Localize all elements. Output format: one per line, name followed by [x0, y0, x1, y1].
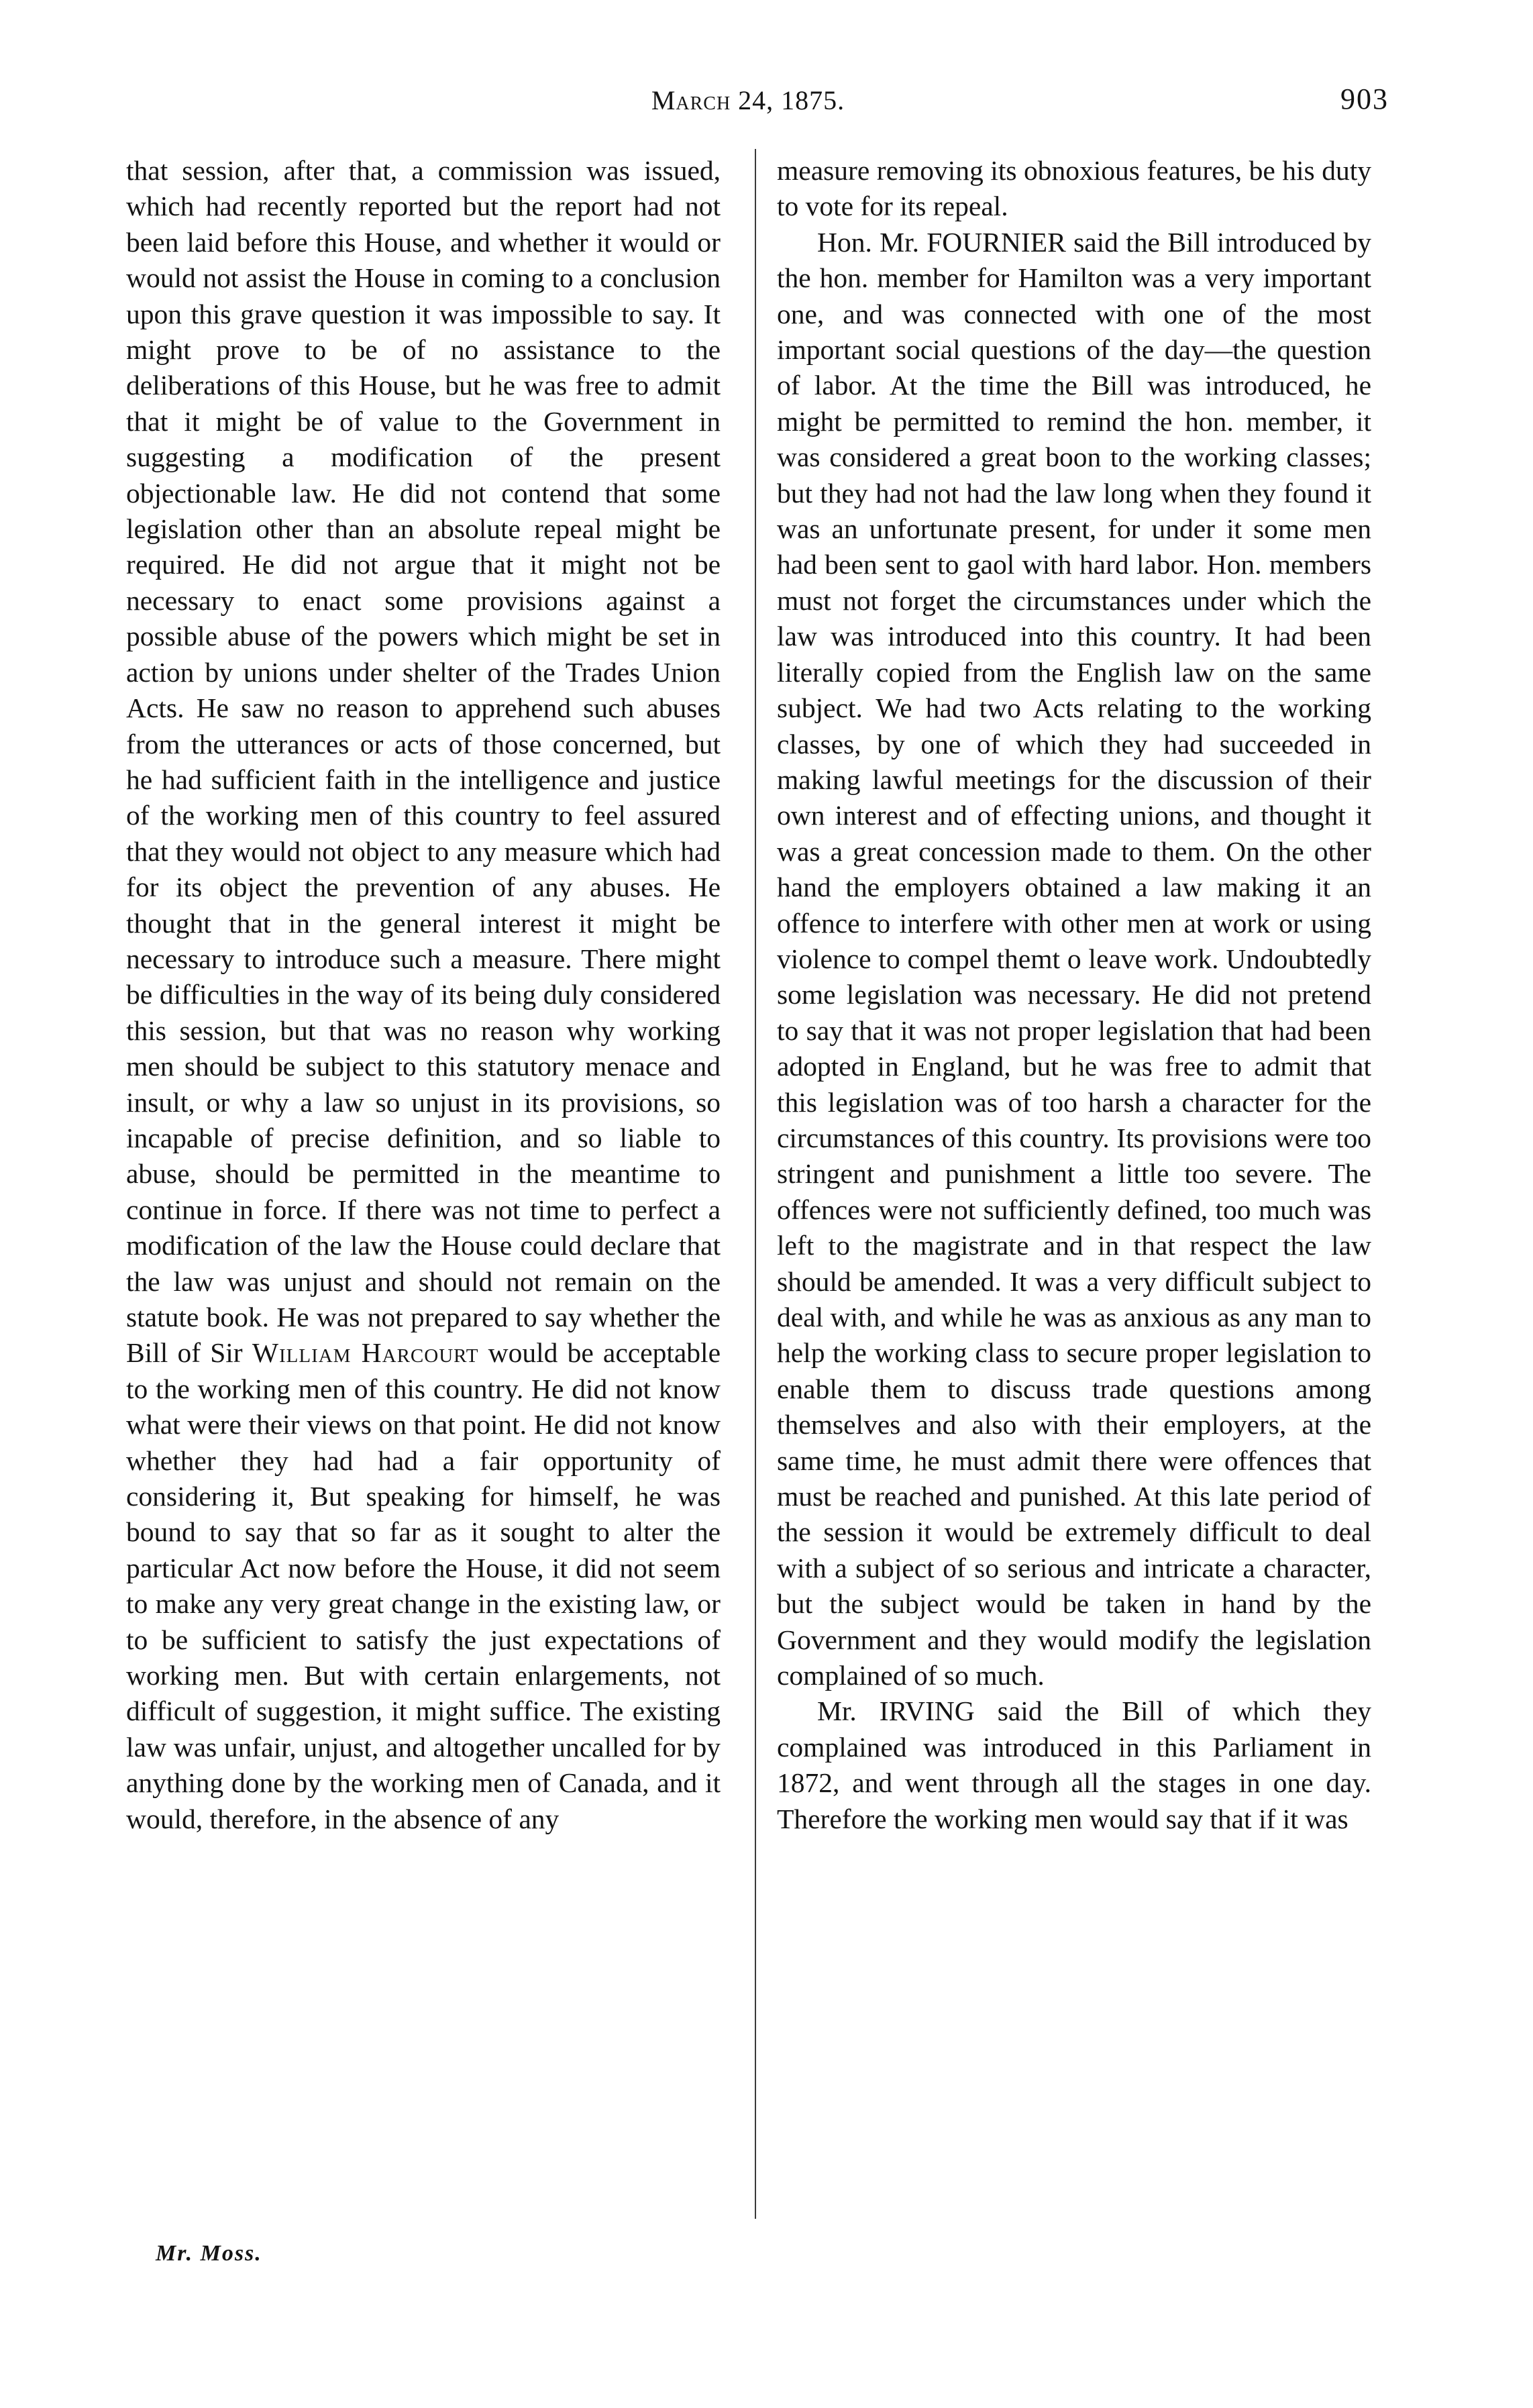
left-column — [126, 153, 721, 1837]
running-title: March 24, 1875. — [651, 85, 845, 115]
page-number: 903 — [1340, 83, 1389, 115]
left-paragraph-continuation: would be acceptable to the working men of this country. He did not know what were their views on that point. He did not know whether they had had a fair opportunity of considering it, But speaking for himself, he was bound to say that so far as it sought to alter the particular Act now before the House, it did not seem to make any very great change in the existing law, or to be sufficient to satisfy the just expectations of working men. But with certain enlargements, not difficult of suggestion, it might suffice. The existing law was unfair, unjust, and altogether uncalled for by anything done by the working men of Canada, and it would, therefore, in the absence of any — [126, 1337, 721, 1834]
right-column — [777, 153, 1371, 1837]
left-paragraph — [126, 153, 721, 1837]
speaker-name: Hon. Mr. FOURNIER — [817, 226, 1066, 258]
speech-text: said the Bill of which they complained was introduced in this Parliament in 1872, and went through all the stages in one day. Therefore the working men would say that if it was — [777, 1695, 1372, 1834]
speaker-name: Mr. IRVING — [817, 1695, 975, 1727]
left-paragraph-text: that session, after that, a commission was issued, which had recently reported but the report had not been laid before this House, and whether it would or would not assist the House in coming to a conclusion upon this grave question it was impossible to say. It might prove to be of no assistance to the deliberations of this House, but he was free to admit that it might be of value to the Government in suggesting a modification of the present objectionable law. He did not contend that some legislation other than an absolute repeal might be required. He did not argue that it might not be necessary to enact some provisions against a possible abuse of the powers which might be set in action by unions under shelter of the Trades Union Acts. He saw no reason to apprehend such abuses from the utterances or acts of those concerned, but he had sufficient faith in the intelligence and justice of the working men of this country to feel assured that they would not object to any measure which had for its object the prevention of any abuses. He thought that in the general interest it might be necessary to introduce such a measure. There might be difficulties in the way of its being duly considered this session, but that was no reason why working men should be subject to this statutory menace and insult, or why a law so unjust in its provisions, so incapable of precise definition, and so liable to abuse, should be permitted in the meantime to continue in force. If there was not time to perfect a modification of the law the House could declare that the law was unjust and should not remain on the statute book. He was not prepared to say whether the Bill of Sir — [126, 155, 721, 1369]
right-paragraph-1: measure removing its obnoxious features, be his duty to vote for its repeal. — [777, 155, 1371, 222]
right-paragraph-3 — [777, 1693, 1371, 1837]
speech-text: said the Bill introduced by the hon. member for Hamilton was a very important one, and was connected with one of the most important social questions of the day—the question of labor. At the time the Bill was introduced, he might be permitted to remind the hon. member, it was considered a great boon to the working classes; but they had not had the law long when they found it was an unfortunate present, for under it some men had been sent to gaol with hard labor. Hon. members must not forget the circumstances under which the law was introduced into this country. It had been literally copied from the English law on the same subject. We had two Acts relating to the working classes, by one of which they had succeeded in making lawful meetings for the discussion of their own interest and of effecting unions, and thought it was a great concession made to them. On the other hand the employers obtained a law making it an offence to interfere with other men at work or using violence to compel themt o leave work. Undoubtedly some legislation was necessary. He did not pretend to say that it was not proper legislation that had been adopted in England, but he was free to admit that this legislation was of too harsh a character for the circumstances of this country. Its provisions were too stringent and punishment a little too severe. The offences were not sufficiently defined, too much was left to the magistrate and in that respect the law should be amended. It was a very difficult subject to deal with, and while he was as anxious as any man to help the working class to secure proper legislation to enable them to discuss trade questions among themselves and also with their employers, at the same time, he must admit there were offences that must be reached and punished. At this late period of the session it would be extremely difficult to deal with a subject of so serious and intricate a character, but the subject would be taken in hand by the Government and they would modify the legislation complained of so much. — [777, 226, 1372, 1691]
person-name: William Harcourt — [252, 1337, 479, 1369]
column-divider — [755, 149, 756, 2219]
page-header — [107, 79, 1389, 119]
footer-speaker-note: Mr. Moss. — [156, 2241, 262, 2266]
right-paragraph-2 — [777, 225, 1371, 1694]
